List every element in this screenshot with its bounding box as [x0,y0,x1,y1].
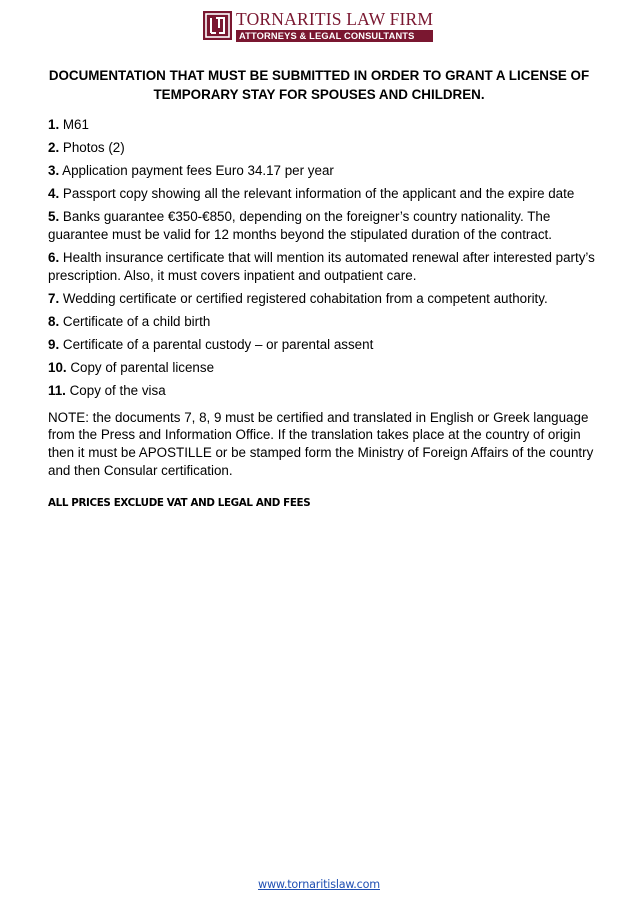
item-number: 6. [48,250,60,266]
document-body [48,116,596,510]
item-text: Certificate of a child birth [62,313,211,329]
item-text: Health insurance certificate that will mention its automated renewal after interested party’s prescription. Also, it must covers inpatient and outpatient care. [48,250,595,283]
item-text: Application payment fees Euro 34.17 per year [62,163,334,179]
firm-tagline: ATTORNEYS & LEGAL CONSULTANTS [236,30,433,42]
firm-logo-icon [203,11,232,40]
item-text: Photos (2) [62,140,125,156]
list-item [48,162,596,180]
item-text: Wedding certificate or certified registered cohabitation from a competent authority. [62,290,548,306]
item-number: 11. [48,383,66,399]
list-item [48,139,596,157]
prices-notice: ALL PRICES EXCLUDE VAT AND LEGAL AND FEES [48,497,311,510]
item-number: 8. [48,313,60,329]
page-title: DOCUMENTATION THAT MUST BE SUBMITTED IN ORDER TO GRANT A LICENSE OF TEMPORARY STAY FOR SPOUSES AND CHILDREN. [48,68,590,102]
note-paragraph: NOTE: the documents 7, 8, 9 must be certified and translated in English or Greek language from the Press and Information Office. If the translation takes place at the country of origin then it must be APOSTILLE or be stamped form the Ministry of Foreign Affairs of the country and then Consular certification. [48,409,594,478]
item-number: 7. [48,290,60,306]
list-item [48,359,596,377]
list-item [48,185,596,203]
list-item [48,116,596,134]
item-number: 1. [48,117,60,132]
item-number: 2. [48,140,60,156]
item-text: Passport copy showing all the relevant information of the applicant and the expire date [62,186,575,202]
list-item [48,313,596,331]
letterhead [203,11,433,45]
item-number: 3. [48,163,60,179]
item-text: Banks guarantee €350-€850, depending on the foreigner’s country nationality. The guarantee must be valid for 12 months beyond the stipulated duration of the contract. [48,209,552,242]
list-item [48,382,596,400]
website-link[interactable]: www.tornaritislaw.com [258,878,380,891]
item-number: 4. [48,186,60,202]
item-text: Certificate of a parental custody – or parental assent [62,336,374,352]
list-item [48,208,596,243]
item-text: Copy of parental license [70,360,215,376]
list-item [48,290,596,308]
item-number: 5. [48,209,60,225]
letterhead-text [236,11,433,42]
firm-name: TORNARITIS LAW FIRM [236,9,434,29]
item-text: M61 [62,117,89,132]
item-number: 10. [48,360,67,376]
item-text: Copy of the visa [69,383,166,399]
list-item [48,249,596,284]
list-item [48,336,596,354]
item-number: 9. [48,336,60,352]
